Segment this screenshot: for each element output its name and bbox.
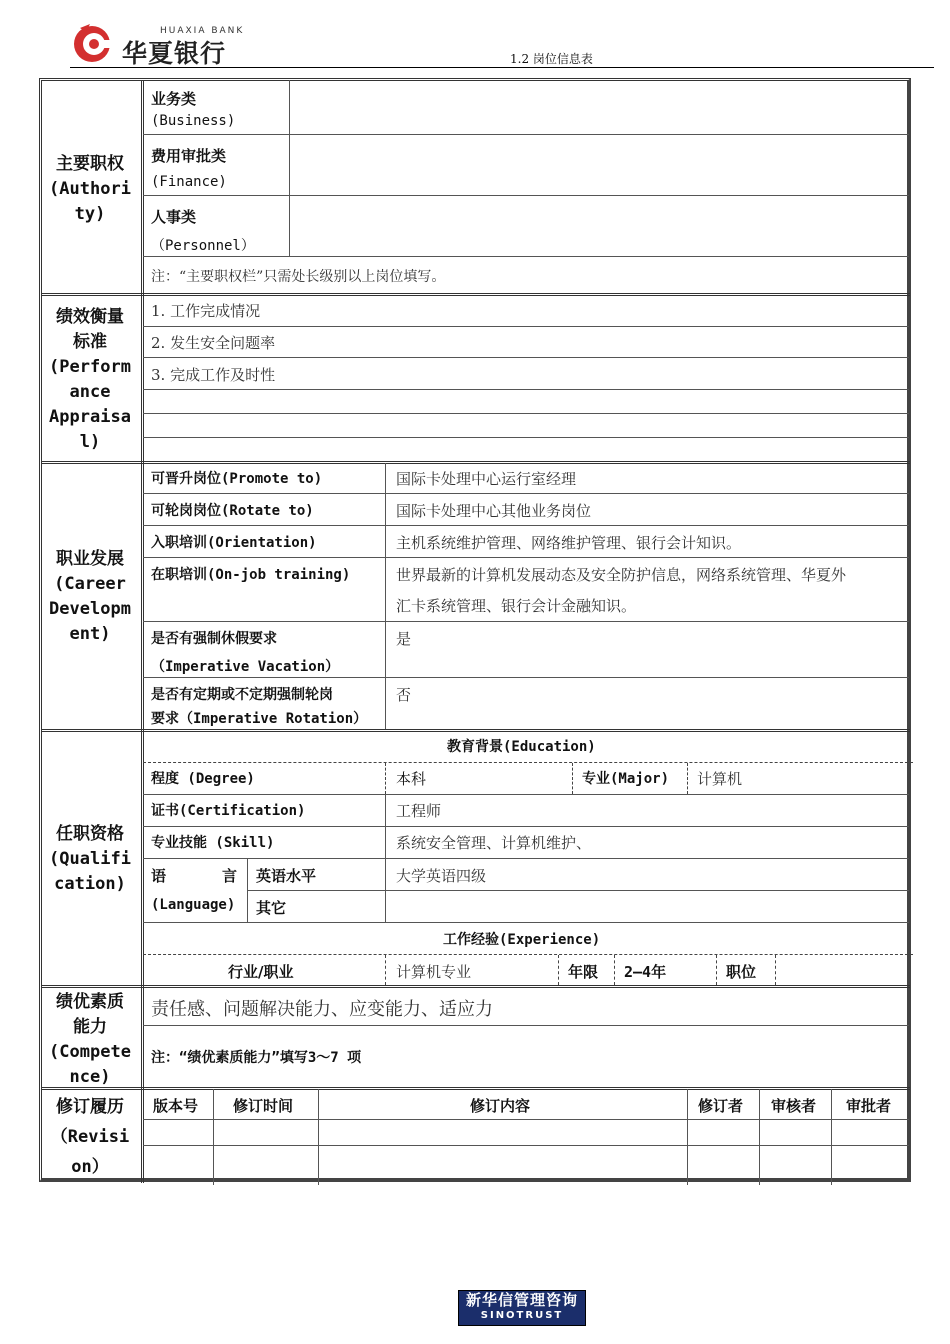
column-divider <box>687 763 688 794</box>
authority-finance-label: 费用审批类 <box>151 147 227 165</box>
degree-value: 本科 <box>396 770 427 788</box>
row-divider <box>143 326 909 327</box>
column-divider <box>614 955 615 985</box>
row-divider <box>143 134 909 135</box>
skill-value: 系统安全管理、计算机维护、 <box>396 834 592 852</box>
bank-logo-icon <box>70 22 118 64</box>
section-divider <box>41 461 910 464</box>
performance-item: 1. 工作完成情况 <box>151 302 261 320</box>
revision-label: 修订履历 （Revisi on） <box>50 1097 130 1177</box>
bank-name-en: HUAXIA BANK <box>160 26 245 36</box>
row-divider <box>143 1119 909 1120</box>
career-onjob-value-line2: 汇卡系统管理、银行会计金融知识。 <box>396 597 637 615</box>
performance-item: 3. 完成工作及时性 <box>151 366 276 384</box>
industry-label: 行业/职业 <box>228 963 294 981</box>
row-divider <box>143 621 909 622</box>
row-divider <box>143 794 909 795</box>
career-rotate-value: 国际卡处理中心其他业务岗位 <box>396 502 592 520</box>
footer-logo <box>458 1290 586 1326</box>
authority-finance-label-en: (Finance) <box>151 174 227 190</box>
column-divider <box>558 955 559 985</box>
language-label-char2: 言 <box>222 867 238 885</box>
revision-header-date: 修订时间 <box>233 1097 294 1115</box>
row-divider <box>143 256 909 257</box>
row-divider <box>143 493 909 494</box>
section-divider <box>41 985 910 988</box>
career-rotate-label: 可轮岗岗位(Rotate to) <box>151 503 314 519</box>
years-value: 2—4年 <box>624 963 667 981</box>
section-divider <box>41 1087 910 1090</box>
authority-personnel-label-en: （Personnel） <box>151 238 255 254</box>
authority-label: 主要职权 (Authori ty) <box>49 154 131 224</box>
column-divider <box>831 1089 832 1185</box>
language-label-char1: 语 <box>151 867 167 885</box>
page-section-title: 1.2 岗位信息表 <box>510 52 593 66</box>
bank-name-cn: 华夏银行 <box>122 39 227 68</box>
career-promote-label: 可晋升岗位(Promote to) <box>151 471 323 487</box>
column-divider <box>687 1089 688 1185</box>
column-divider <box>318 1089 319 1185</box>
career-vacation-label-en: （Imperative Vacation） <box>151 659 340 675</box>
competence-value: 责任感、问题解决能力、应变能力、适应力 <box>151 999 493 1020</box>
revision-header-content: 修订内容 <box>470 1097 531 1115</box>
row-divider <box>143 922 909 923</box>
column-divider <box>213 1089 214 1185</box>
revision-header-version: 版本号 <box>153 1097 199 1115</box>
position-label: 职位 <box>726 963 757 981</box>
career-vacation-value: 是 <box>396 630 412 648</box>
certification-value: 工程师 <box>396 802 442 820</box>
career-onjob-label: 在职培训(On-job training) <box>151 567 351 583</box>
degree-label: 程度 (Degree) <box>151 771 255 787</box>
revision-header-reviewer: 审核者 <box>771 1097 817 1115</box>
column-divider <box>385 763 386 794</box>
career-column-divider <box>385 463 386 729</box>
column-divider <box>572 763 573 794</box>
authority-business-label-en: (Business) <box>151 113 236 129</box>
column-divider <box>385 955 386 985</box>
authority-note: 注：“主要职权栏”只需处长级别以上岗位填写。 <box>151 269 446 285</box>
row-divider <box>143 357 909 358</box>
qualification-label: 任职资格 (Qualifi cation) <box>49 824 131 894</box>
career-rotation-value: 否 <box>396 686 412 704</box>
competence-note: 注：“绩优素质能力”填写3～7 项 <box>151 1050 362 1066</box>
footer-logo-en: SINOTRUST <box>480 1310 564 1321</box>
label-column-divider <box>141 80 144 1183</box>
skill-label: 专业技能 (Skill) <box>151 835 275 851</box>
row-divider <box>143 677 909 678</box>
row-divider <box>143 858 909 859</box>
performance-item: 2. 发生安全问题率 <box>151 334 276 352</box>
english-level-label: 英语水平 <box>256 867 317 885</box>
industry-value: 计算机专业 <box>396 963 472 981</box>
row-divider <box>143 954 913 955</box>
row-divider <box>143 525 909 526</box>
row-divider <box>143 1025 909 1026</box>
other-language-label: 其它 <box>256 899 287 917</box>
row-divider <box>247 890 909 891</box>
row-divider <box>143 557 909 558</box>
header-divider <box>70 67 934 68</box>
authority-personnel-label: 人事类 <box>151 208 197 226</box>
row-divider <box>143 1145 909 1146</box>
column-divider <box>775 955 776 985</box>
english-level-value: 大学英语四级 <box>396 867 487 885</box>
revision-header-approver: 审批者 <box>846 1097 892 1115</box>
authority-column-divider <box>289 80 290 256</box>
section-divider <box>41 293 910 296</box>
row-divider <box>143 195 909 196</box>
column-divider <box>247 858 248 922</box>
row-divider <box>143 413 909 414</box>
row-divider <box>143 389 909 390</box>
row-divider <box>143 437 909 438</box>
career-onjob-value: 世界最新的计算机发展动态及安全防护信息，网络系统管理、华夏外 <box>396 566 847 584</box>
career-label: 职业发展 (Career Developm ent) <box>49 549 131 644</box>
language-label-en: (Language) <box>151 897 236 913</box>
career-promote-value: 国际卡处理中心运行室经理 <box>396 470 577 488</box>
career-rotation-label: 是否有定期或不定期强制轮岗 <box>151 687 333 703</box>
education-title: 教育背景(Education) <box>447 739 596 755</box>
career-orientation-label: 入职培训(Orientation) <box>151 535 317 551</box>
column-divider <box>759 1089 760 1185</box>
career-vacation-label: 是否有强制休假要求 <box>151 631 277 647</box>
section-divider <box>41 729 910 732</box>
major-label: 专业(Major) <box>582 771 670 787</box>
certification-label: 证书(Certification) <box>151 803 306 819</box>
competence-label: 绩优素质 能力 (Compete nce) <box>49 992 131 1087</box>
footer-logo-cn: 新华信管理咨询 <box>465 1291 578 1309</box>
revision-header-reviser: 修订者 <box>698 1097 744 1115</box>
column-divider <box>385 794 386 922</box>
years-label: 年限 <box>568 963 599 981</box>
career-rotation-label-en: 要求（Imperative Rotation） <box>151 711 368 727</box>
row-divider <box>143 762 913 763</box>
row-divider <box>143 826 909 827</box>
column-divider <box>716 955 717 985</box>
career-orientation-value: 主机系统维护管理、网络维护管理、银行会计知识。 <box>396 534 742 552</box>
experience-title: 工作经验(Experience) <box>443 932 601 948</box>
authority-business-label: 业务类 <box>151 90 197 108</box>
major-value: 计算机 <box>697 770 743 788</box>
performance-label: 绩效衡量 标准 (Perform ance Appraisa l) <box>49 307 131 452</box>
